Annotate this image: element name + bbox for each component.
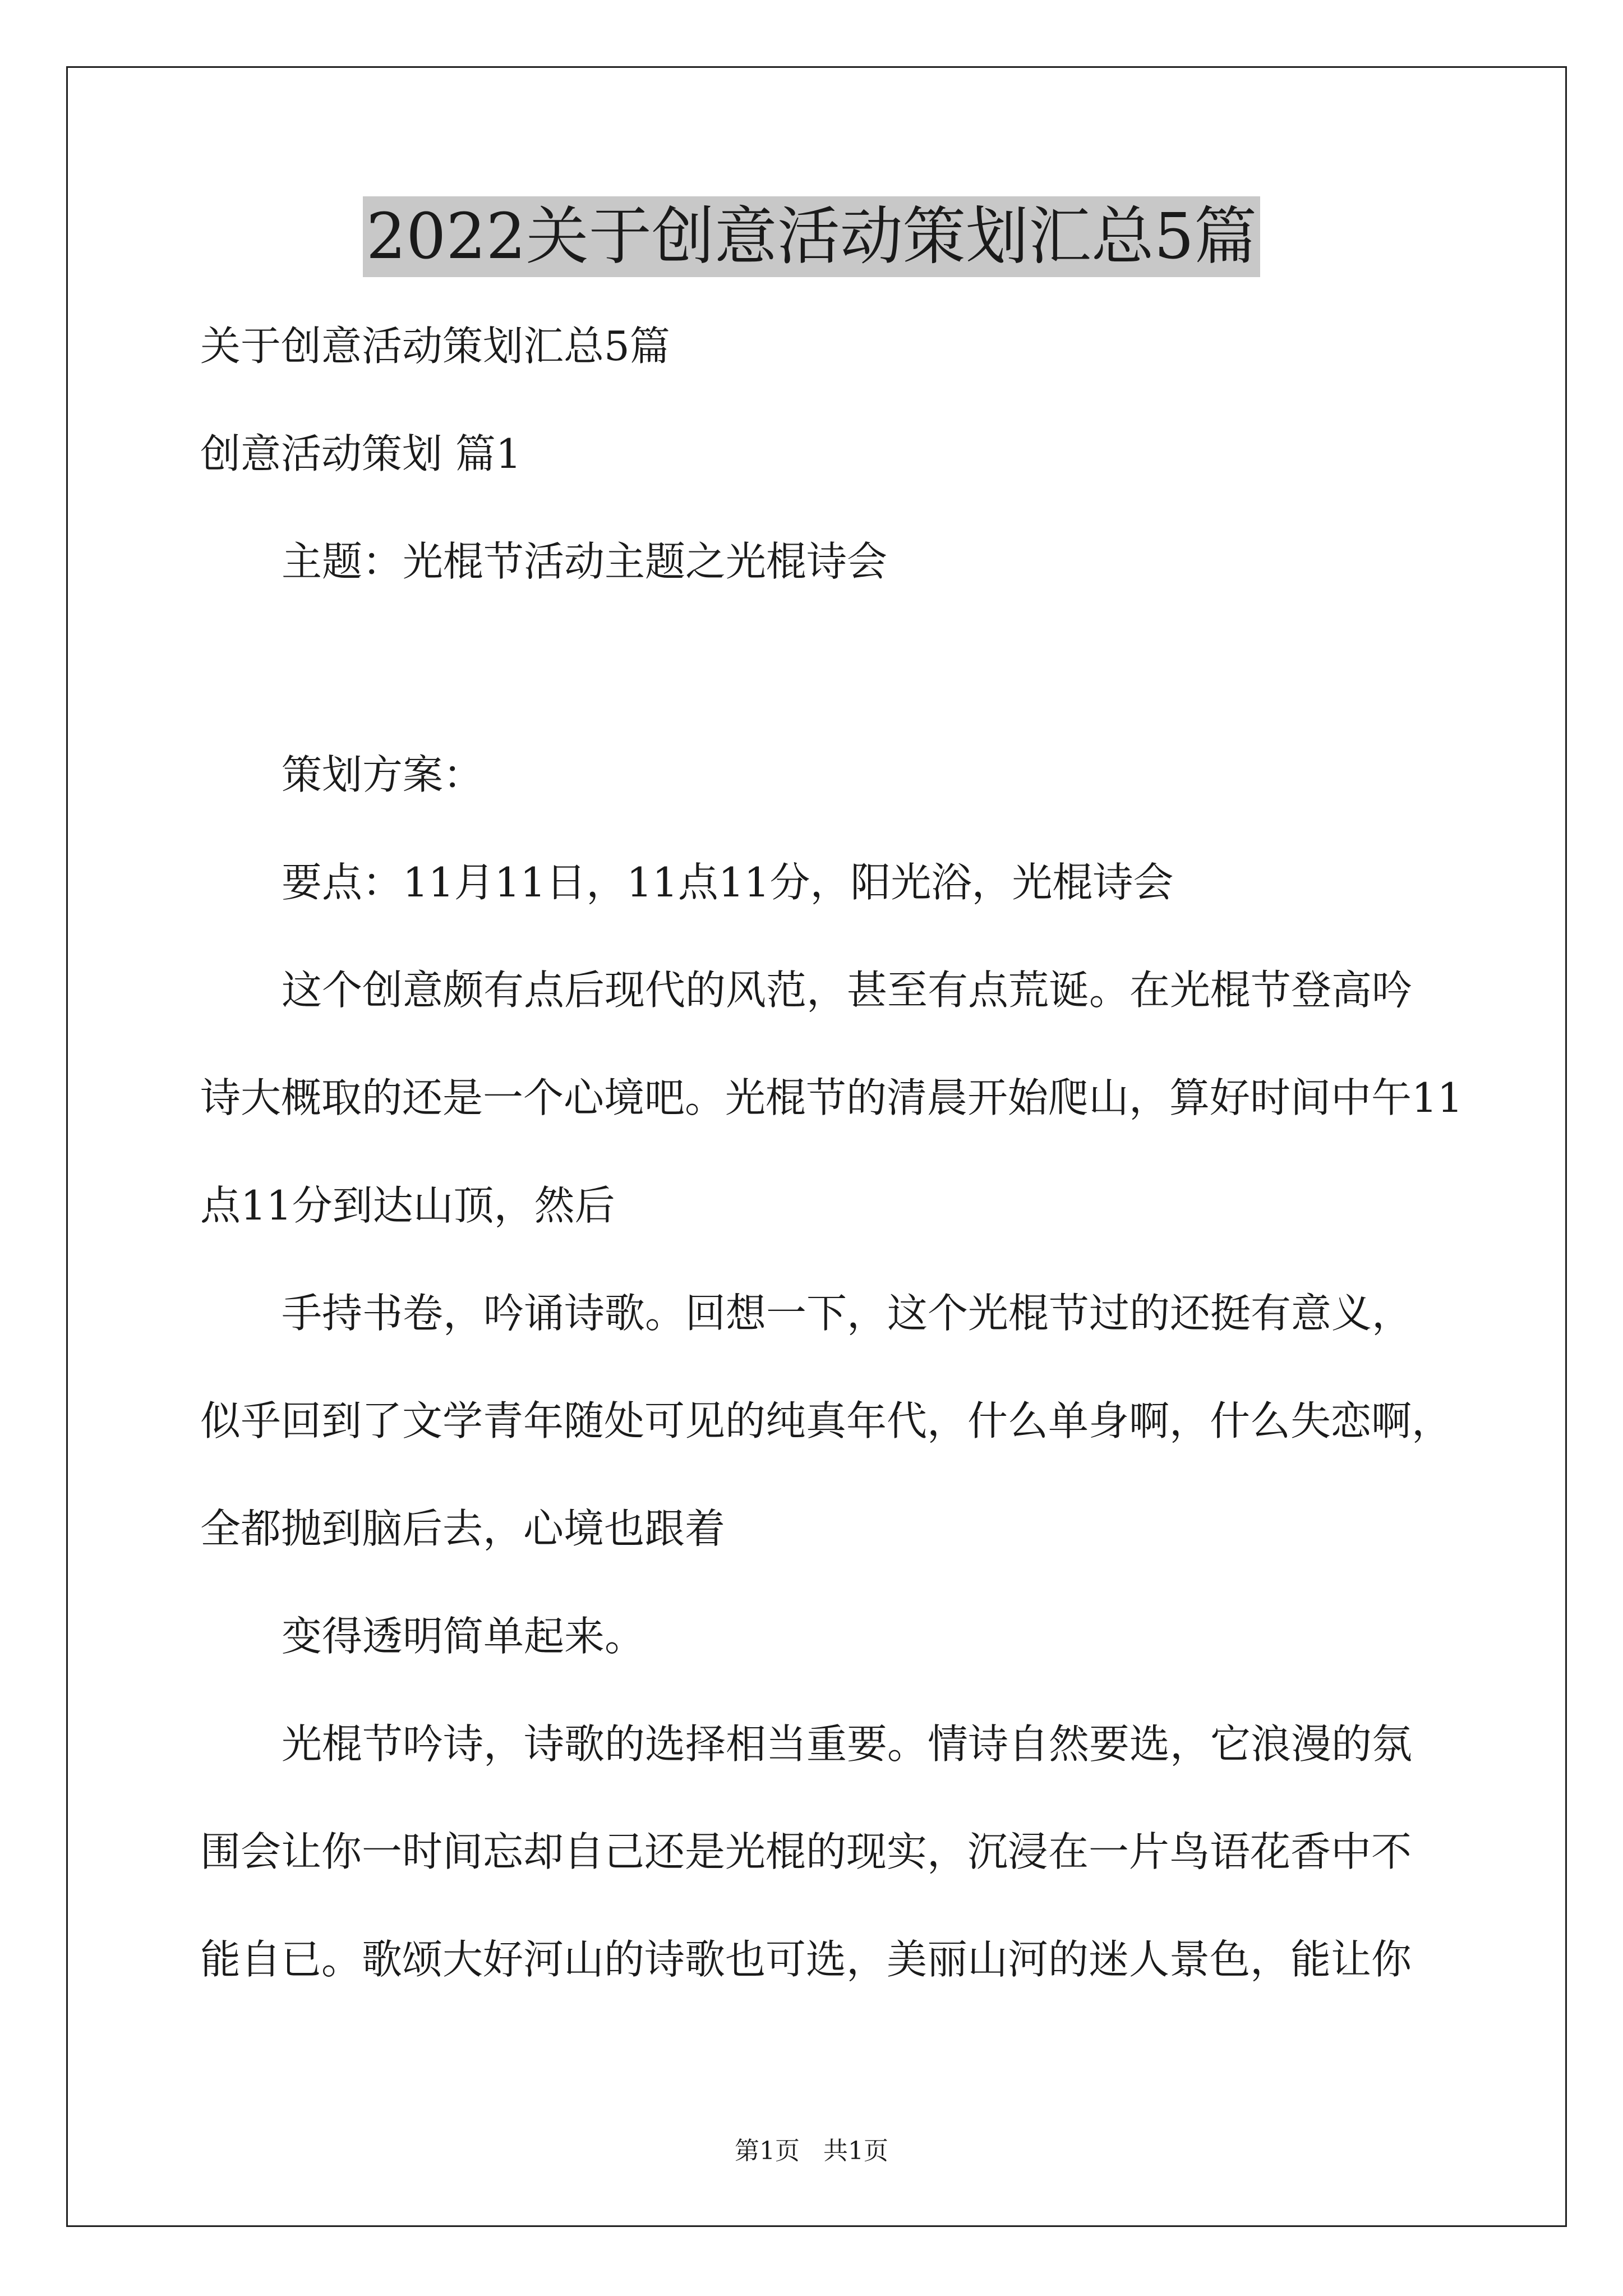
text-line: 这个创意颇有点后现代的风范，甚至有点荒诞。在光棍节登高吟 [282,967,1413,1014]
text-line: 似乎回到了文学青年随处可见的纯真年代，什么单身啊，什么失恋啊， [200,1397,1453,1444]
text-line: 全都抛到脑后去，心境也跟着 [200,1505,726,1552]
text-line: 围会让你一时间忘却自己还是光棍的现实，沉浸在一片鸟语花香中不 [200,1828,1412,1875]
paragraph-plan-label [200,740,1434,809]
text-line: 主题：光棍节活动主题之光棍诗会 [282,538,888,585]
paragraph-key-points [200,848,1434,917]
paragraph-subtitle [200,311,1434,381]
text-line: 创意活动策划 篇1 [200,430,522,477]
text-line: 能自已。歌颂大好河山的诗歌也可选，美丽山河的迷人景色，能让你 [200,1936,1412,1983]
paragraph-body [200,1709,1434,1994]
text-line: 光棍节吟诗，诗歌的选择相当重要。情诗自然要选，它浪漫的氛 [282,1720,1413,1768]
page-footer: 第1页 共1页 [735,2137,888,2165]
text-line: 诗大概取的还是一个心境吧。光棍节的清晨开始爬山，算好时间中午11 [200,1074,1463,1121]
paragraph-body [200,1278,1453,1563]
title-container [0,196,1623,277]
document-body [200,311,1463,2032]
text-line: 点11分到达山顶，然后 [200,1182,615,1229]
document-title: 2022关于创意活动策划汇总5篇 [363,196,1260,277]
paragraph-body [200,955,1463,1240]
paragraph-section-heading [200,419,1434,489]
paragraph-body [200,1602,1434,1671]
text-line: 手持书卷，吟诵诗歌。回想一下，这个光棍节过的还挺有意义， [282,1290,1413,1337]
text-line: 策划方案： [282,751,484,798]
text-line: 关于创意活动策划汇总5篇 [200,323,670,370]
text-line: 要点：11月11日，11点11分，阳光浴，光棍诗会 [282,859,1174,906]
text-line: 变得透明简单起来。 [282,1613,645,1660]
paragraph-theme [200,527,1434,596]
